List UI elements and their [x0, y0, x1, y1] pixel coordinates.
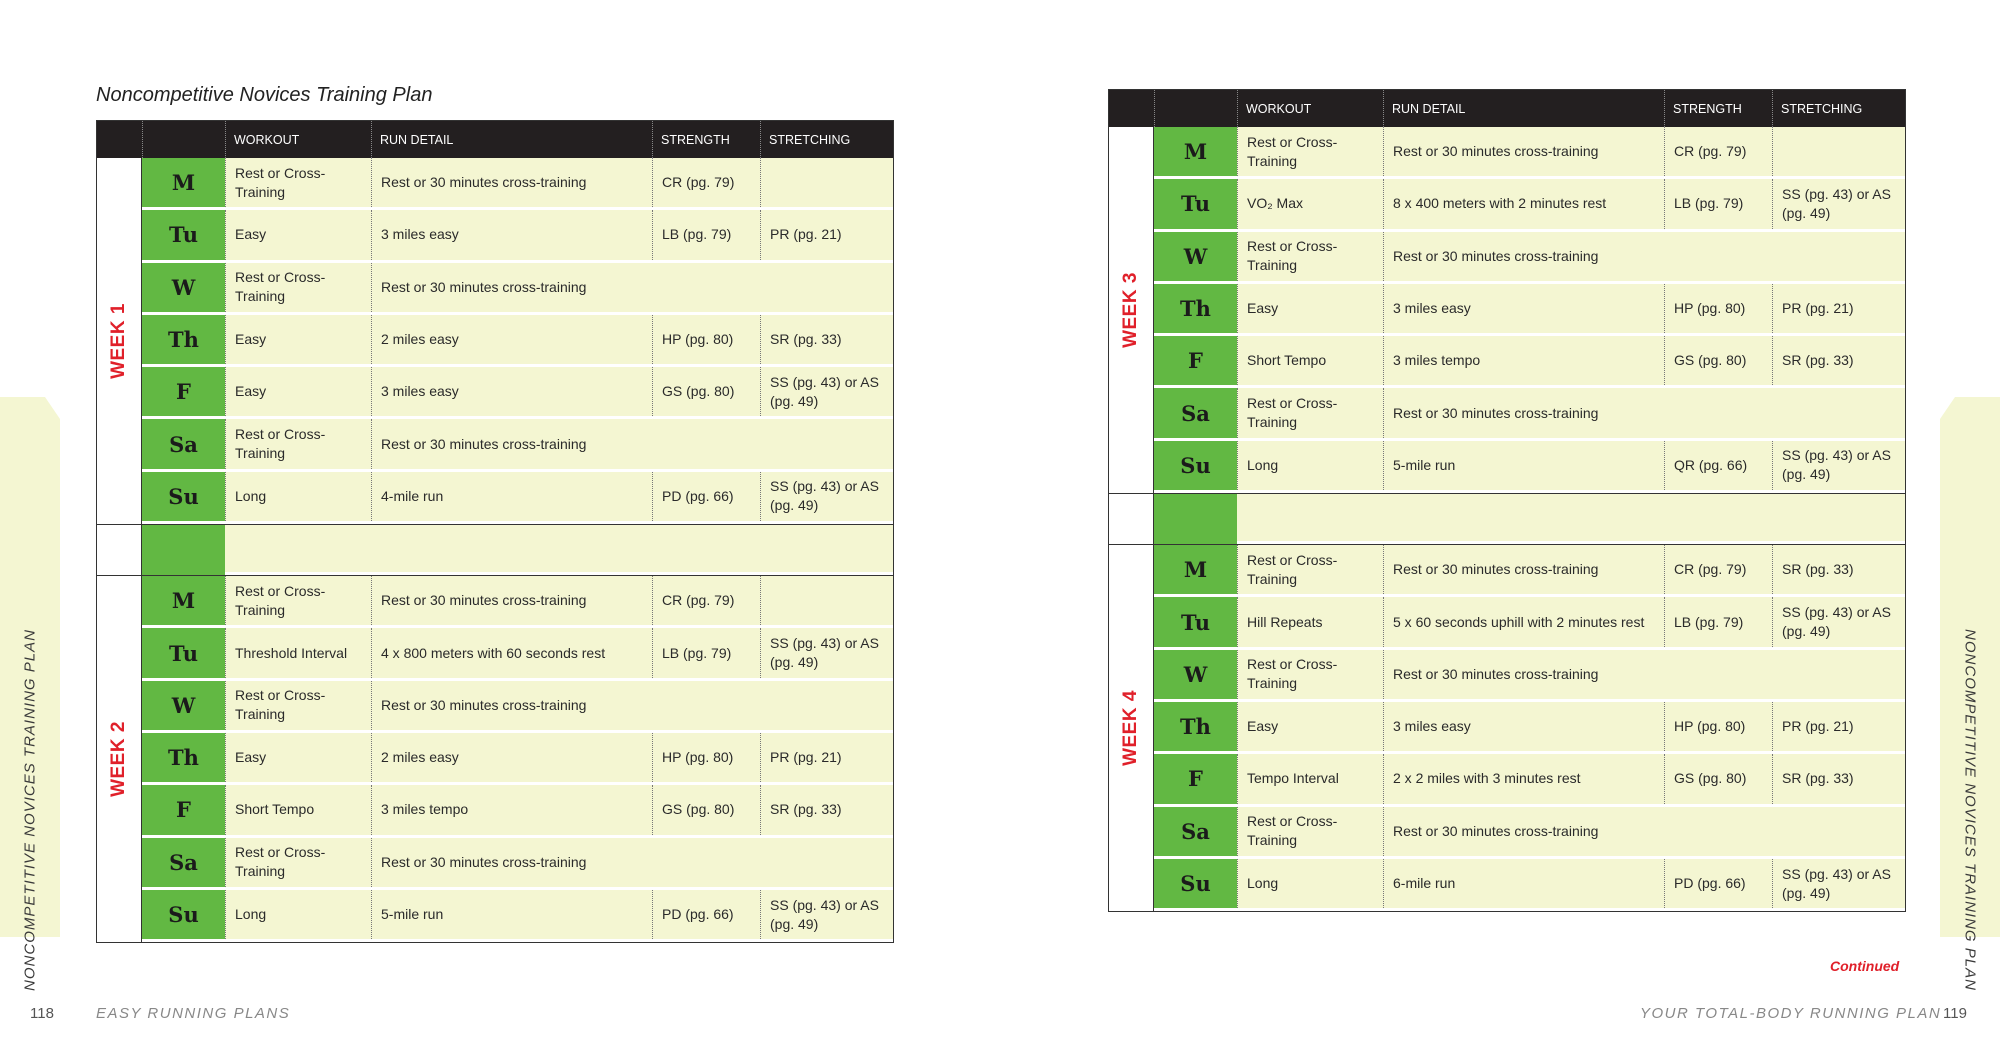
workout-cell: Rest or Cross-Training	[225, 263, 371, 312]
day-cell: F	[142, 785, 225, 834]
stretching-cell: SS (pg. 43) or AS (pg. 49)	[1772, 441, 1905, 490]
run-detail-cell: Rest or 30 minutes cross-training	[371, 681, 893, 730]
stretching-cell: SS (pg. 43) or AS (pg. 49)	[1772, 179, 1905, 228]
header-stretching: STRETCHING	[760, 121, 893, 158]
stretching-cell: PR (pg. 21)	[760, 733, 893, 782]
strength-cell: GS (pg. 80)	[1664, 754, 1772, 803]
run-detail-cell: 5-mile run	[371, 890, 652, 939]
stretching-cell	[760, 158, 893, 207]
week-separator	[97, 524, 893, 576]
run-detail-cell: 5-mile run	[1383, 441, 1664, 490]
day-cell: Sa	[142, 838, 225, 887]
strength-cell: CR (pg. 79)	[1664, 127, 1772, 176]
workout-cell: Long	[1237, 441, 1383, 490]
strength-cell: PD (pg. 66)	[652, 472, 760, 521]
header-strength: STRENGTH	[1664, 90, 1772, 127]
table-row	[1154, 388, 1905, 440]
strength-cell: CR (pg. 79)	[652, 158, 760, 207]
day-cell: W	[142, 681, 225, 730]
run-detail-cell: Rest or 30 minutes cross-training	[371, 838, 893, 887]
table-row	[1154, 807, 1905, 859]
page-title: Noncompetitive Novices Training Plan	[96, 84, 433, 106]
run-detail-cell: 8 x 400 meters with 2 minutes rest	[1383, 179, 1664, 228]
workout-cell: Rest or Cross-Training	[225, 681, 371, 730]
strength-cell: CR (pg. 79)	[1664, 545, 1772, 594]
table-header	[97, 121, 893, 158]
table-row	[142, 210, 893, 262]
table-row	[1154, 232, 1905, 284]
strength-cell: LB (pg. 79)	[1664, 179, 1772, 228]
strength-cell: LB (pg. 79)	[1664, 597, 1772, 646]
stretching-cell	[1772, 127, 1905, 176]
stretching-cell: SR (pg. 33)	[760, 315, 893, 364]
week-block	[97, 158, 893, 524]
week-label: WEEK 4	[1120, 690, 1141, 767]
workout-cell: Rest or Cross-Training	[1237, 388, 1383, 437]
day-cell: Su	[142, 472, 225, 521]
day-cell: Sa	[142, 419, 225, 468]
table-header	[1109, 90, 1905, 127]
strength-cell: HP (pg. 80)	[652, 733, 760, 782]
run-detail-cell: Rest or 30 minutes cross-training	[1383, 650, 1905, 699]
strength-cell: HP (pg. 80)	[1664, 702, 1772, 751]
table-row	[142, 263, 893, 315]
table-row	[1154, 650, 1905, 702]
run-detail-cell: 3 miles easy	[1383, 702, 1664, 751]
table-row	[1154, 597, 1905, 649]
run-detail-cell: 3 miles easy	[1383, 284, 1664, 333]
stretching-cell: SS (pg. 43) or AS (pg. 49)	[760, 472, 893, 521]
run-detail-cell: Rest or 30 minutes cross-training	[1383, 127, 1664, 176]
run-detail-cell: 3 miles easy	[371, 367, 652, 416]
workout-cell: Easy	[225, 210, 371, 259]
stretching-cell: PR (pg. 21)	[760, 210, 893, 259]
day-cell: Tu	[1154, 179, 1237, 228]
run-detail-cell: Rest or 30 minutes cross-training	[371, 576, 652, 625]
day-cell: Th	[1154, 702, 1237, 751]
stretching-cell: SR (pg. 33)	[1772, 336, 1905, 385]
day-cell: F	[142, 367, 225, 416]
run-detail-cell: Rest or 30 minutes cross-training	[1383, 807, 1905, 856]
workout-cell: Easy	[225, 367, 371, 416]
strength-cell: LB (pg. 79)	[652, 210, 760, 259]
table-row	[1154, 336, 1905, 388]
workout-cell: Short Tempo	[1237, 336, 1383, 385]
workout-cell: Long	[1237, 859, 1383, 908]
week-separator	[1109, 493, 1905, 545]
run-detail-cell: 3 miles easy	[371, 210, 652, 259]
day-cell: W	[1154, 650, 1237, 699]
run-detail-cell: 2 x 2 miles with 3 minutes rest	[1383, 754, 1664, 803]
workout-cell: Easy	[1237, 284, 1383, 333]
stretching-cell: SS (pg. 43) or AS (pg. 49)	[1772, 597, 1905, 646]
run-detail-cell: Rest or 30 minutes cross-training	[1383, 388, 1905, 437]
day-cell: Th	[142, 733, 225, 782]
table-row	[1154, 754, 1905, 806]
table-row	[142, 733, 893, 785]
workout-cell: Rest or Cross-Training	[1237, 650, 1383, 699]
run-detail-cell: Rest or 30 minutes cross-training	[371, 419, 893, 468]
day-cell: M	[142, 158, 225, 207]
table-row	[142, 838, 893, 890]
strength-cell: GS (pg. 80)	[652, 367, 760, 416]
run-detail-cell: Rest or 30 minutes cross-training	[1383, 545, 1664, 594]
training-table-right	[1108, 89, 1906, 912]
table-row	[1154, 702, 1905, 754]
day-cell: Su	[1154, 441, 1237, 490]
strength-cell: GS (pg. 80)	[1664, 336, 1772, 385]
workout-cell: Easy	[225, 315, 371, 364]
week-label: WEEK 2	[108, 721, 129, 798]
table-row	[1154, 441, 1905, 493]
table-row	[142, 315, 893, 367]
strength-cell: HP (pg. 80)	[652, 315, 760, 364]
run-detail-cell: Rest or 30 minutes cross-training	[371, 263, 893, 312]
workout-cell: Rest or Cross-Training	[1237, 127, 1383, 176]
table-row	[142, 419, 893, 471]
table-row	[142, 576, 893, 628]
workout-cell: Rest or Cross-Training	[225, 576, 371, 625]
run-detail-cell: Rest or 30 minutes cross-training	[371, 158, 652, 207]
stretching-cell: PR (pg. 21)	[1772, 284, 1905, 333]
stretching-cell: SS (pg. 43) or AS (pg. 49)	[1772, 859, 1905, 908]
header-stretching: STRETCHING	[1772, 90, 1905, 127]
strength-cell: GS (pg. 80)	[652, 785, 760, 834]
day-cell: M	[1154, 127, 1237, 176]
stretching-cell	[760, 576, 893, 625]
workout-cell: Easy	[1237, 702, 1383, 751]
running-head-right: YOUR TOTAL-BODY RUNNING PLAN	[1640, 1005, 1942, 1022]
stretching-cell: SS (pg. 43) or AS (pg. 49)	[760, 890, 893, 939]
workout-cell: Long	[225, 472, 371, 521]
table-row	[1154, 284, 1905, 336]
table-row	[142, 472, 893, 524]
table-row	[142, 158, 893, 210]
day-cell: Th	[142, 315, 225, 364]
strength-cell: QR (pg. 66)	[1664, 441, 1772, 490]
run-detail-cell: 2 miles easy	[371, 733, 652, 782]
week-label: WEEK 1	[108, 303, 129, 379]
workout-cell: Rest or Cross-Training	[225, 838, 371, 887]
workout-cell: Rest or Cross-Training	[1237, 232, 1383, 281]
table-row	[1154, 127, 1905, 179]
table-row	[1154, 179, 1905, 231]
day-cell: Th	[1154, 284, 1237, 333]
run-detail-cell: 4-mile run	[371, 472, 652, 521]
day-cell: Sa	[1154, 807, 1237, 856]
stretching-cell: SS (pg. 43) or AS (pg. 49)	[760, 367, 893, 416]
week-block	[1109, 127, 1905, 493]
workout-cell: Easy	[225, 733, 371, 782]
day-cell: M	[142, 576, 225, 625]
table-row	[142, 628, 893, 680]
page-number-right: 119	[1943, 1005, 1967, 1022]
running-head-left: EASY RUNNING PLANS	[96, 1005, 291, 1022]
training-table-left	[96, 120, 894, 943]
header-run-detail: RUN DETAIL	[371, 121, 652, 158]
workout-cell: Rest or Cross-Training	[225, 158, 371, 207]
workout-cell: Threshold Interval	[225, 628, 371, 677]
day-cell: W	[142, 263, 225, 312]
table-row	[1154, 859, 1905, 911]
run-detail-cell: 3 miles tempo	[1383, 336, 1664, 385]
workout-cell: Short Tempo	[225, 785, 371, 834]
stretching-cell: SR (pg. 33)	[1772, 545, 1905, 594]
run-detail-cell: 5 x 60 seconds uphill with 2 minutes rest	[1383, 597, 1664, 646]
day-cell: W	[1154, 232, 1237, 281]
workout-cell: Tempo Interval	[1237, 754, 1383, 803]
stretching-cell: SS (pg. 43) or AS (pg. 49)	[760, 628, 893, 677]
day-cell: F	[1154, 336, 1237, 385]
strength-cell: LB (pg. 79)	[652, 628, 760, 677]
workout-cell: Rest or Cross-Training	[1237, 807, 1383, 856]
run-detail-cell: 6-mile run	[1383, 859, 1664, 908]
run-detail-cell: 4 x 800 meters with 60 seconds rest	[371, 628, 652, 677]
strength-cell: HP (pg. 80)	[1664, 284, 1772, 333]
run-detail-cell: 3 miles tempo	[371, 785, 652, 834]
side-label-left: NONCOMPETITIVE NOVICES TRAINING PLAN	[21, 629, 39, 991]
workout-cell: Rest or Cross-Training	[1237, 545, 1383, 594]
side-label-right: NONCOMPETITIVE NOVICES TRAINING PLAN	[1961, 629, 1979, 991]
table-row	[1154, 545, 1905, 597]
continued-label: Continued	[1830, 958, 1900, 974]
day-cell: Sa	[1154, 388, 1237, 437]
day-cell: Tu	[142, 210, 225, 259]
header-workout: WORKOUT	[1237, 90, 1383, 127]
strength-cell: PD (pg. 66)	[652, 890, 760, 939]
run-detail-cell: Rest or 30 minutes cross-training	[1383, 232, 1905, 281]
header-strength: STRENGTH	[652, 121, 760, 158]
stretching-cell: PR (pg. 21)	[1772, 702, 1905, 751]
header-run-detail: RUN DETAIL	[1383, 90, 1664, 127]
stretching-cell: SR (pg. 33)	[760, 785, 893, 834]
workout-cell: Long	[225, 890, 371, 939]
table-row	[142, 367, 893, 419]
week-label: WEEK 3	[1120, 272, 1141, 348]
strength-cell: PD (pg. 66)	[1664, 859, 1772, 908]
stretching-cell: SR (pg. 33)	[1772, 754, 1905, 803]
workout-cell: Hill Repeats	[1237, 597, 1383, 646]
day-cell: Tu	[1154, 597, 1237, 646]
week-block	[1109, 545, 1905, 911]
header-workout: WORKOUT	[225, 121, 371, 158]
day-cell: F	[1154, 754, 1237, 803]
strength-cell: CR (pg. 79)	[652, 576, 760, 625]
week-block	[97, 576, 893, 942]
table-row	[142, 890, 893, 942]
page-number-left: 118	[30, 1005, 54, 1022]
run-detail-cell: 2 miles easy	[371, 315, 652, 364]
table-row	[142, 785, 893, 837]
day-cell: Tu	[142, 628, 225, 677]
workout-cell: VO₂ Max	[1237, 179, 1383, 228]
day-cell: M	[1154, 545, 1237, 594]
workout-cell: Rest or Cross-Training	[225, 419, 371, 468]
day-cell: Su	[1154, 859, 1237, 908]
day-cell: Su	[142, 890, 225, 939]
table-row	[142, 681, 893, 733]
